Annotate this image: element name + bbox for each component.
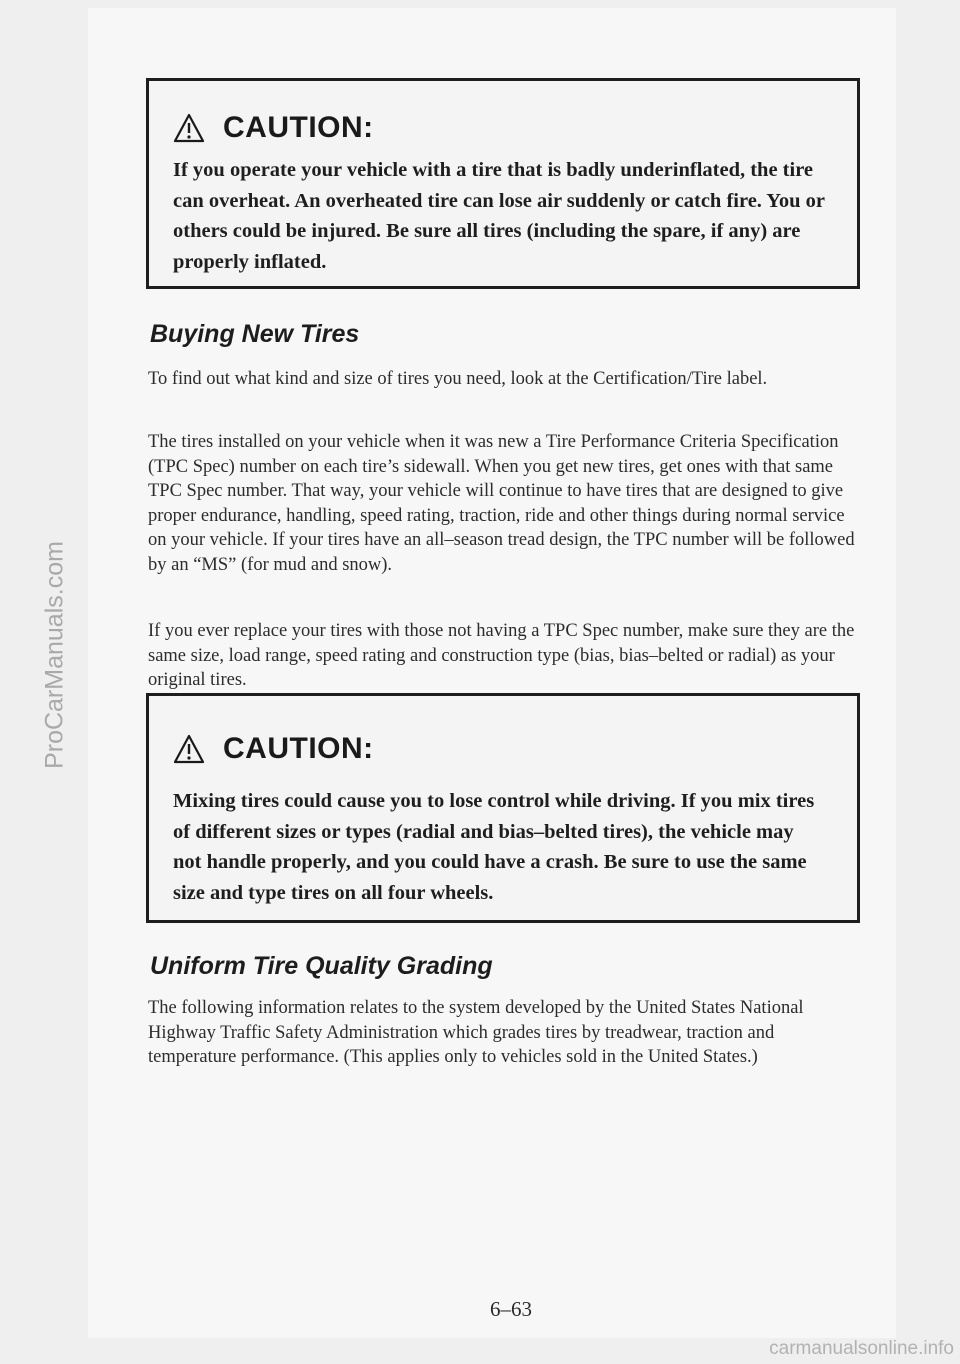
warning-triangle-icon: [173, 734, 205, 764]
warning-triangle-icon: [173, 113, 205, 143]
caution-text: If you operate your vehicle with a tire that is badly underinflated, the tire can overheat. An overheated tire can lose air suddenly or catch fire. You or others could be injured. Be sure all tires (including the spare, if any) are properly inflated.: [173, 159, 825, 273]
caution-box-mixing-tires: [146, 693, 860, 923]
caution-title: CAUTION:: [223, 111, 374, 144]
caution-title: CAUTION:: [223, 732, 374, 765]
paragraph: If you ever replace your tires with those not having a TPC Spec number, make sure they are the same size, load range, speed rating and construction type (bias, bias–belted or radial) as your original tires.: [148, 621, 855, 690]
side-watermark: ProCarManuals.com: [40, 541, 69, 769]
page-number: 6–63: [490, 1297, 532, 1321]
paragraph: To find out what kind and size of tires you need, look at the Certification/Tire label.: [148, 369, 768, 389]
paragraph: The following information relates to the system developed by the United States National Highway Traffic Safety Administration which grades tires by treadwear, traction and temperature performance. (This applies only to vehicles sold in the United States.): [148, 998, 804, 1067]
caution-header: [173, 732, 374, 766]
bottom-watermark: carmanualsonline.info: [769, 1338, 954, 1359]
caution-text: Mixing tires could cause you to lose control while driving. If you mix tires of different sizes or types (radial and bias–belted tires), the vehicle may not handle properly, and you could have a crash. Be sure to use the same size and type tires on all four wheels.: [173, 790, 815, 904]
paragraph: The tires installed on your vehicle when it was new a Tire Performance Criteria Specification (TPC Spec) number on each tire’s sidewall. When you get new tires, get ones with that same TPC Spec number. That way, your vehicle will continue to have tires that are designed to give proper endurance, handling, speed rating, traction, ride and other things during normal service on your vehicle. If your tires have an all–season tread design, the TPC number will be followed by an “MS” (for mud and snow).: [148, 432, 855, 575]
caution-header: [173, 111, 374, 145]
section-title-buying-new-tires: Buying New Tires: [150, 320, 360, 348]
section-title-uniform-tire-quality-grading: Uniform Tire Quality Grading: [150, 952, 493, 980]
caution-box-underinflation: [146, 78, 860, 289]
